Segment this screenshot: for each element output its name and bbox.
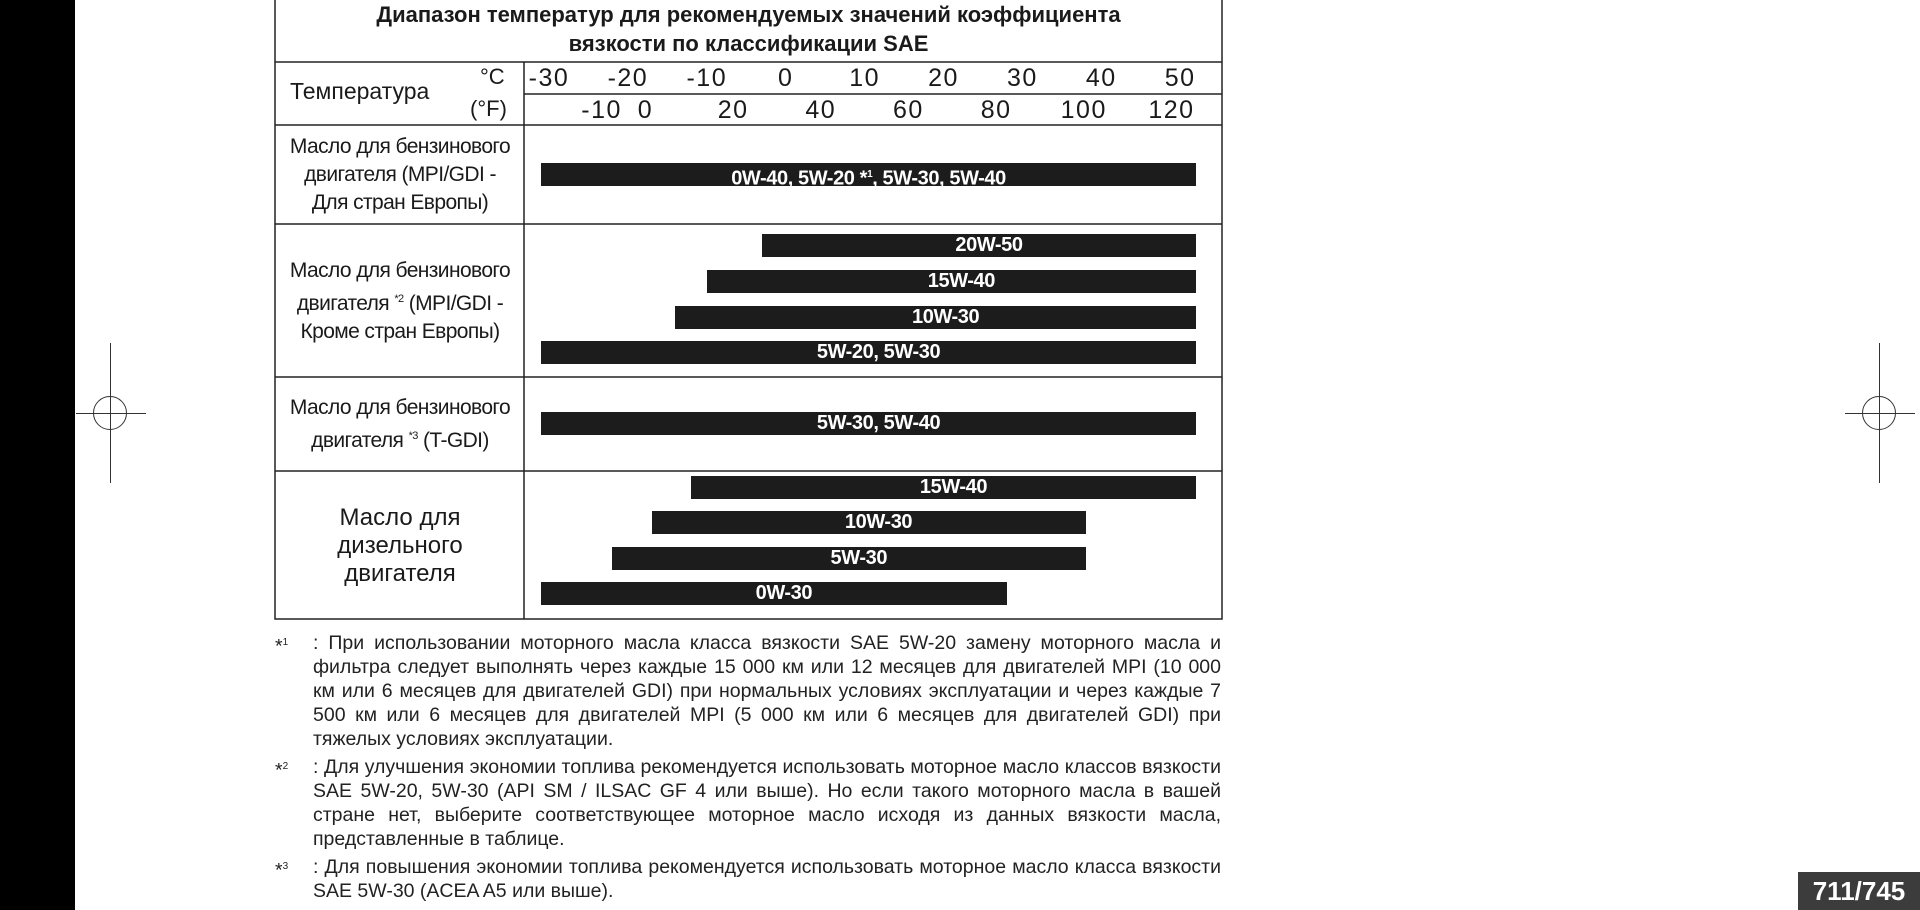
- page-counter: 711/745: [1798, 872, 1920, 910]
- celsius-tick: 20: [928, 64, 959, 92]
- row-label-line: Масло для: [339, 503, 461, 531]
- celsius-tick: 50: [1164, 64, 1196, 92]
- celsius-tick: -20: [607, 64, 649, 92]
- celsius-tick: 30: [1006, 64, 1038, 92]
- row-label-line: Для стран Европы): [311, 191, 489, 214]
- viscosity-bar-label: 0W-30: [755, 582, 813, 604]
- fahrenheit-tick: 0: [637, 96, 654, 124]
- unit-fahrenheit: (°F): [470, 96, 507, 121]
- row-label-line: Масло для бензинового: [289, 135, 511, 158]
- row-label-line: двигателя: [344, 559, 456, 587]
- row-label-gasoline-europe: [275, 126, 525, 224]
- title-line-2: вязкости по классификации SAE: [568, 31, 929, 56]
- fahrenheit-tick: 40: [805, 96, 837, 124]
- viscosity-bar-label: 10W-30: [911, 306, 980, 328]
- row-label-gasoline-non-europe: [275, 225, 525, 377]
- footnote-text: : Для повышения экономии топлива рекомендуется использовать моторное масло класса вязкости SAE 5W-30 (ACEA A5 или выше).: [313, 856, 1221, 902]
- row-label-gasoline-tgdi: [275, 378, 525, 471]
- row-label-line: Масло для бензинового: [289, 258, 511, 282]
- row-label-line: двигателя $^{*2}$ (MPI/GDI -: [296, 291, 504, 315]
- row-label-line: Масло для бензинового: [289, 396, 511, 419]
- footnote-text: : Для улучшения экономии топлива рекомендуется использовать моторное масло классов вязкости SAE 5W-20, 5W-30 (API SM / ILSAC GF 4 или выше). Но если такого моторного масла в вашей стране нет, выберите соответствующее моторное масло исходя из данных вязкости масла, представленные в таблице.: [313, 756, 1221, 850]
- celsius-tick: -10: [686, 64, 728, 92]
- celsius-tick: 10: [849, 64, 880, 92]
- celsius-tick: 0: [777, 64, 794, 92]
- fahrenheit-tick: 80: [980, 96, 1012, 124]
- fahrenheit-tick: 20: [717, 96, 749, 124]
- footnote-2: *$^2$ : Для улучшения экономии топлива рекомендуется использовать моторное масло классов вязкости SAE 5W-20, 5W-30 (API SM / ILSAC GF 4 или выше). Но если такого моторного масла в вашей стране нет, выберите соответствующее моторное масло исходя из данных вязкости масла, представленные в таблице.: [275, 756, 1221, 850]
- title-line-1: Диапазон температур для рекомендуемых значений коэффициента: [376, 2, 1121, 27]
- row-label-line: дизельного: [337, 531, 463, 559]
- unit-celsius: °C: [480, 64, 505, 89]
- footnote-ref: *2: [394, 292, 404, 305]
- viscosity-bar-label: 5W-30, 5W-40: [816, 412, 941, 434]
- celsius-tick: 40: [1085, 64, 1117, 92]
- viscosity-bar-label: 5W-30: [830, 547, 888, 569]
- fahrenheit-tick: 60: [893, 96, 924, 124]
- fahrenheit-tick: 120: [1148, 96, 1195, 124]
- row-label-line: Кроме стран Европы): [300, 319, 500, 343]
- footnote-ref: *3: [408, 430, 418, 442]
- row-label-diesel: [275, 472, 525, 619]
- fahrenheit-tick: -10: [581, 96, 622, 124]
- footnote-3: *$^3$ : Для повышения экономии топлива рекомендуется использовать моторное масло класса вязкости SAE 5W-30 (ACEA A5 или выше).: [275, 856, 1221, 902]
- viscosity-bar-label: 10W-30: [844, 511, 913, 533]
- row-label-line: двигателя (MPI/GDI -: [304, 163, 496, 186]
- viscosity-bar-label: 20W-50: [955, 234, 1023, 256]
- fahrenheit-tick: 100: [1060, 96, 1107, 124]
- celsius-tick: -30: [528, 64, 570, 92]
- row-label-line: двигателя $^{*3}$ (T-GDI): [311, 429, 489, 452]
- footnote-text: : При использовании моторного масла класса вязкости SAE 5W-20 замену моторного масла и фильтра следует выполнять через каждые 15 000 км или 12 месяцев для двигателей MPI (10 000 км или 6 месяцев для двигателей GDI) при нормальных условиях эксплуатации и через каждые 7 500 км или 6 месяцев для двигателей MPI (5 000 км или 6 месяцев для двигателей GDI) при тяжелых условиях эксплуатации.: [313, 632, 1221, 750]
- footnote-1: *$^1$ : При использовании моторного масла класса вязкости SAE 5W-20 замену моторного масла и фильтра следует выполнять через каждые 15 000 км или 12 месяцев для двигателей MPI (10 000 км или 6 месяцев для двигателей GDI) при нормальных условиях эксплуатации и через каждые 7 500 км или 6 месяцев для двигателей MPI (5 000 км или 6 месяцев для двигателей GDI) при тяжелых условиях эксплуатации.: [275, 632, 1221, 750]
- viscosity-bar-label: 15W-40: [927, 270, 995, 292]
- table-title: [275, 0, 1222, 58]
- viscosity-bar-label: 0W-40, 5W-20 *$^1$, 5W-30, 5W-40: [731, 167, 1006, 190]
- viscosity-bar-label: 5W-20, 5W-30: [816, 341, 941, 363]
- viscosity-bar-label: 15W-40: [919, 476, 988, 498]
- temperature-label: Температура: [290, 78, 430, 104]
